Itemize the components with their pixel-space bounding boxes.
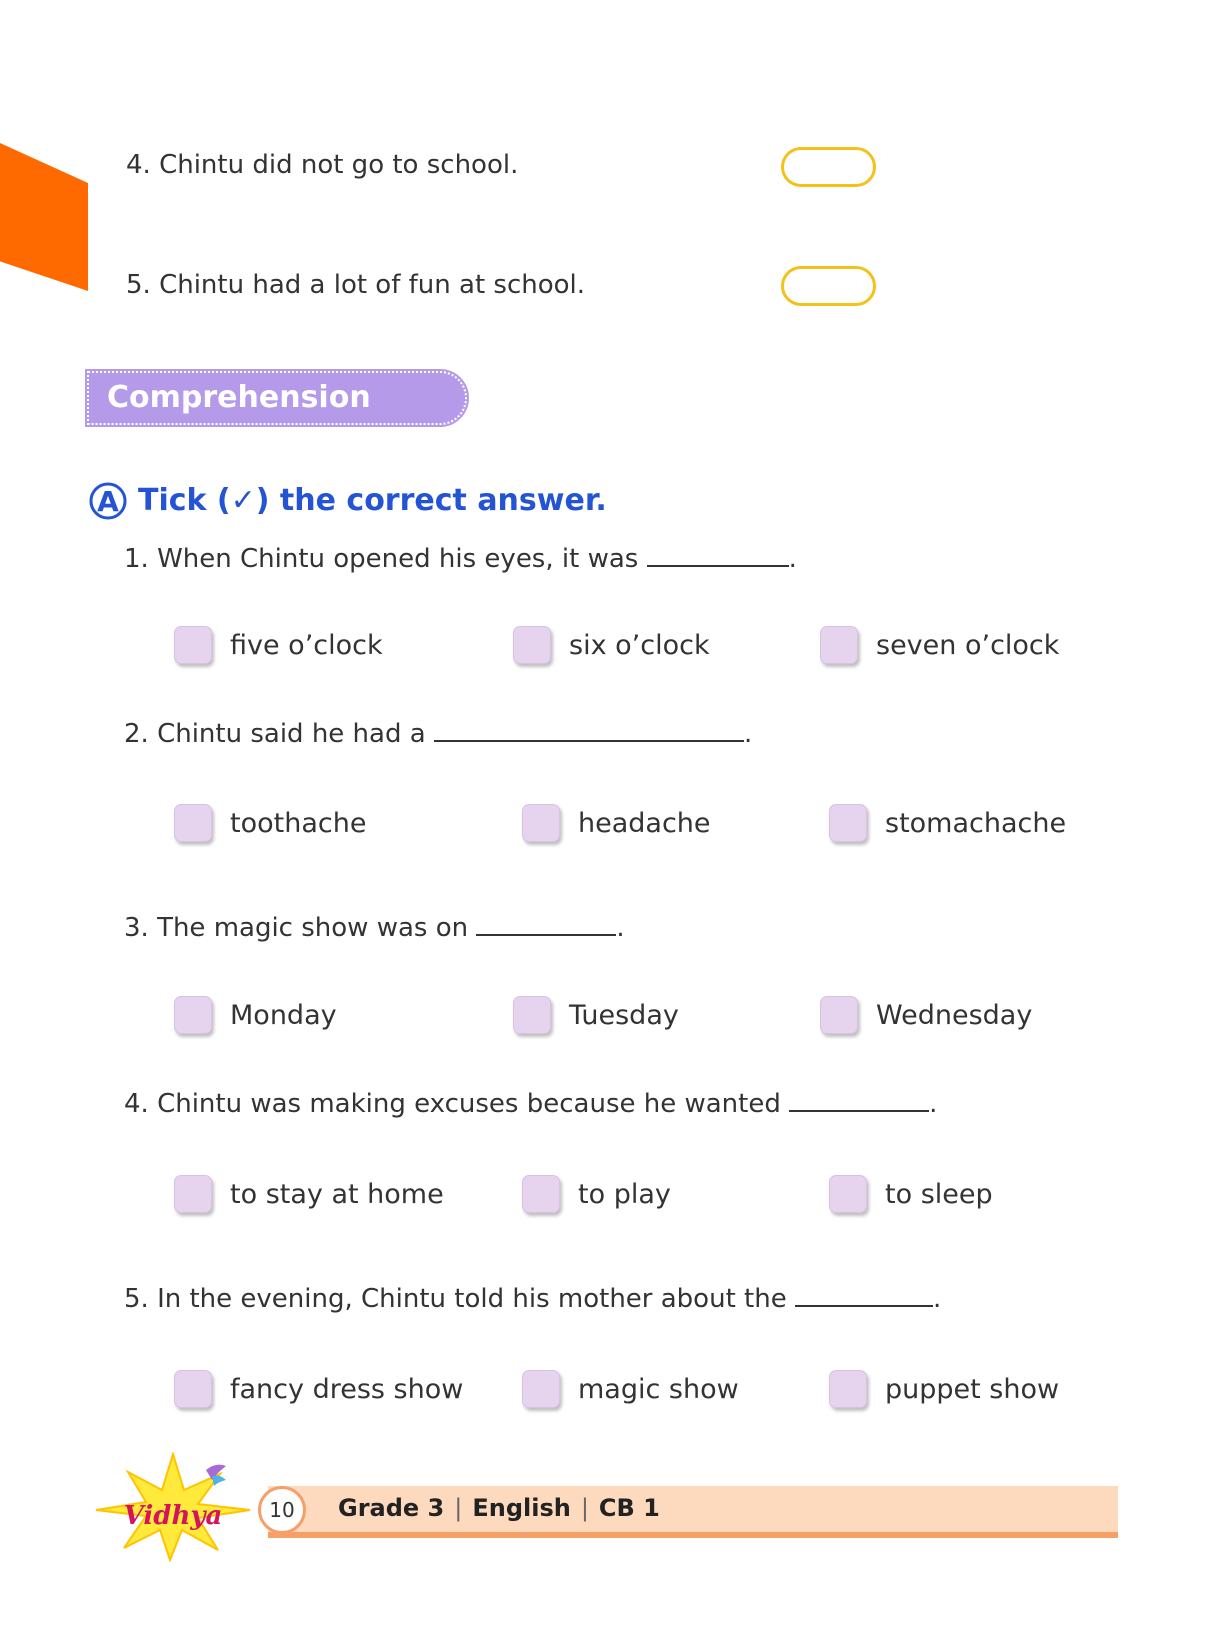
option-3b[interactable] — [513, 996, 679, 1034]
checkbox[interactable] — [174, 626, 212, 664]
checkbox[interactable] — [829, 1370, 867, 1408]
answer-blank — [795, 1283, 933, 1307]
option-1c[interactable] — [820, 626, 1059, 664]
option-2c[interactable] — [829, 804, 1066, 842]
question-end: . — [743, 719, 753, 749]
svg-text:A: A — [97, 485, 119, 518]
option-label: Tuesday — [569, 999, 679, 1031]
orange-corner-tab — [0, 143, 88, 291]
question-end: . — [788, 544, 797, 574]
question-2-text: 2. Chintu said he had a — [124, 719, 426, 749]
answer-blank — [789, 1088, 929, 1112]
checkbox[interactable] — [522, 1175, 560, 1213]
checkbox[interactable] — [513, 996, 551, 1034]
question-end: . — [932, 1284, 942, 1314]
option-label: stomachache — [885, 807, 1067, 839]
footer-subject: English — [472, 1494, 571, 1522]
question-3 — [124, 912, 625, 943]
answer-blank — [476, 912, 616, 936]
checkbox[interactable] — [174, 1370, 212, 1408]
option-2a[interactable] — [174, 804, 366, 842]
question-3-text: 3. The magic show was on — [124, 913, 469, 943]
checkbox[interactable] — [829, 1175, 867, 1213]
option-1a[interactable] — [174, 626, 383, 664]
question-1 — [124, 543, 797, 574]
question-4 — [124, 1088, 937, 1119]
checkbox[interactable] — [522, 804, 560, 842]
question-2 — [124, 718, 752, 749]
true-false-statement-4: 4. Chintu did not go to school. — [126, 150, 519, 180]
vidhya-logo — [88, 1452, 258, 1562]
question-5-text: 5. In the evening, Chintu told his mother about the — [124, 1284, 787, 1314]
question-end: . — [929, 1089, 938, 1119]
option-label: to stay at home — [230, 1178, 444, 1210]
option-2b[interactable] — [522, 804, 711, 842]
answer-blank — [434, 718, 744, 742]
footer-separator: | — [454, 1494, 463, 1522]
question-end: . — [616, 913, 625, 943]
checkbox[interactable] — [820, 996, 858, 1034]
option-1b[interactable] — [513, 626, 710, 664]
section-title-banner: Comprehension Skills — [87, 371, 467, 425]
checkbox[interactable] — [174, 1175, 212, 1213]
option-label: Wednesday — [876, 999, 1033, 1031]
exercise-heading — [88, 478, 607, 522]
option-label: six o’clock — [569, 629, 710, 661]
option-4c[interactable] — [829, 1175, 993, 1213]
footer-info — [338, 1494, 660, 1522]
option-label: puppet show — [885, 1373, 1060, 1405]
option-5a[interactable] — [174, 1370, 463, 1408]
footer-book: CB 1 — [598, 1494, 660, 1522]
option-label: five o’clock — [230, 629, 383, 661]
exercise-a-icon — [88, 480, 128, 520]
option-3a[interactable] — [174, 996, 337, 1034]
checkbox[interactable] — [820, 626, 858, 664]
checkbox[interactable] — [513, 626, 551, 664]
question-1-text: 1. When Chintu opened his eyes, it was — [124, 544, 639, 574]
true-false-statement-5: 5. Chintu had a lot of fun at school. — [126, 270, 586, 300]
answer-blank — [647, 543, 789, 567]
checkbox[interactable] — [522, 1370, 560, 1408]
option-label: magic show — [578, 1373, 739, 1405]
option-4b[interactable] — [522, 1175, 671, 1213]
option-4a[interactable] — [174, 1175, 444, 1213]
option-3c[interactable] — [820, 996, 1032, 1034]
footer-separator: | — [580, 1494, 589, 1522]
option-label: to sleep — [885, 1178, 993, 1210]
option-5c[interactable] — [829, 1370, 1059, 1408]
footer-grade: Grade 3 — [338, 1494, 445, 1522]
checkbox[interactable] — [829, 804, 867, 842]
exercise-instruction: Tick (✓) the correct answer. — [138, 482, 607, 518]
option-5b[interactable] — [522, 1370, 739, 1408]
option-label: toothache — [230, 807, 367, 839]
page-number: 10 — [258, 1486, 306, 1534]
option-label: to play — [578, 1178, 671, 1210]
option-label: Monday — [230, 999, 337, 1031]
option-label: fancy dress show — [230, 1373, 464, 1405]
svg-text:Vidhya: Vidhya — [123, 1501, 223, 1531]
answer-box-4[interactable] — [781, 147, 876, 187]
checkbox[interactable] — [174, 996, 212, 1034]
question-5 — [124, 1283, 941, 1314]
question-4-text: 4. Chintu was making excuses because he wanted — [124, 1089, 781, 1119]
checkbox[interactable] — [174, 804, 212, 842]
option-label: seven o’clock — [876, 629, 1060, 661]
option-label: headache — [578, 807, 711, 839]
answer-box-5[interactable] — [781, 266, 876, 306]
